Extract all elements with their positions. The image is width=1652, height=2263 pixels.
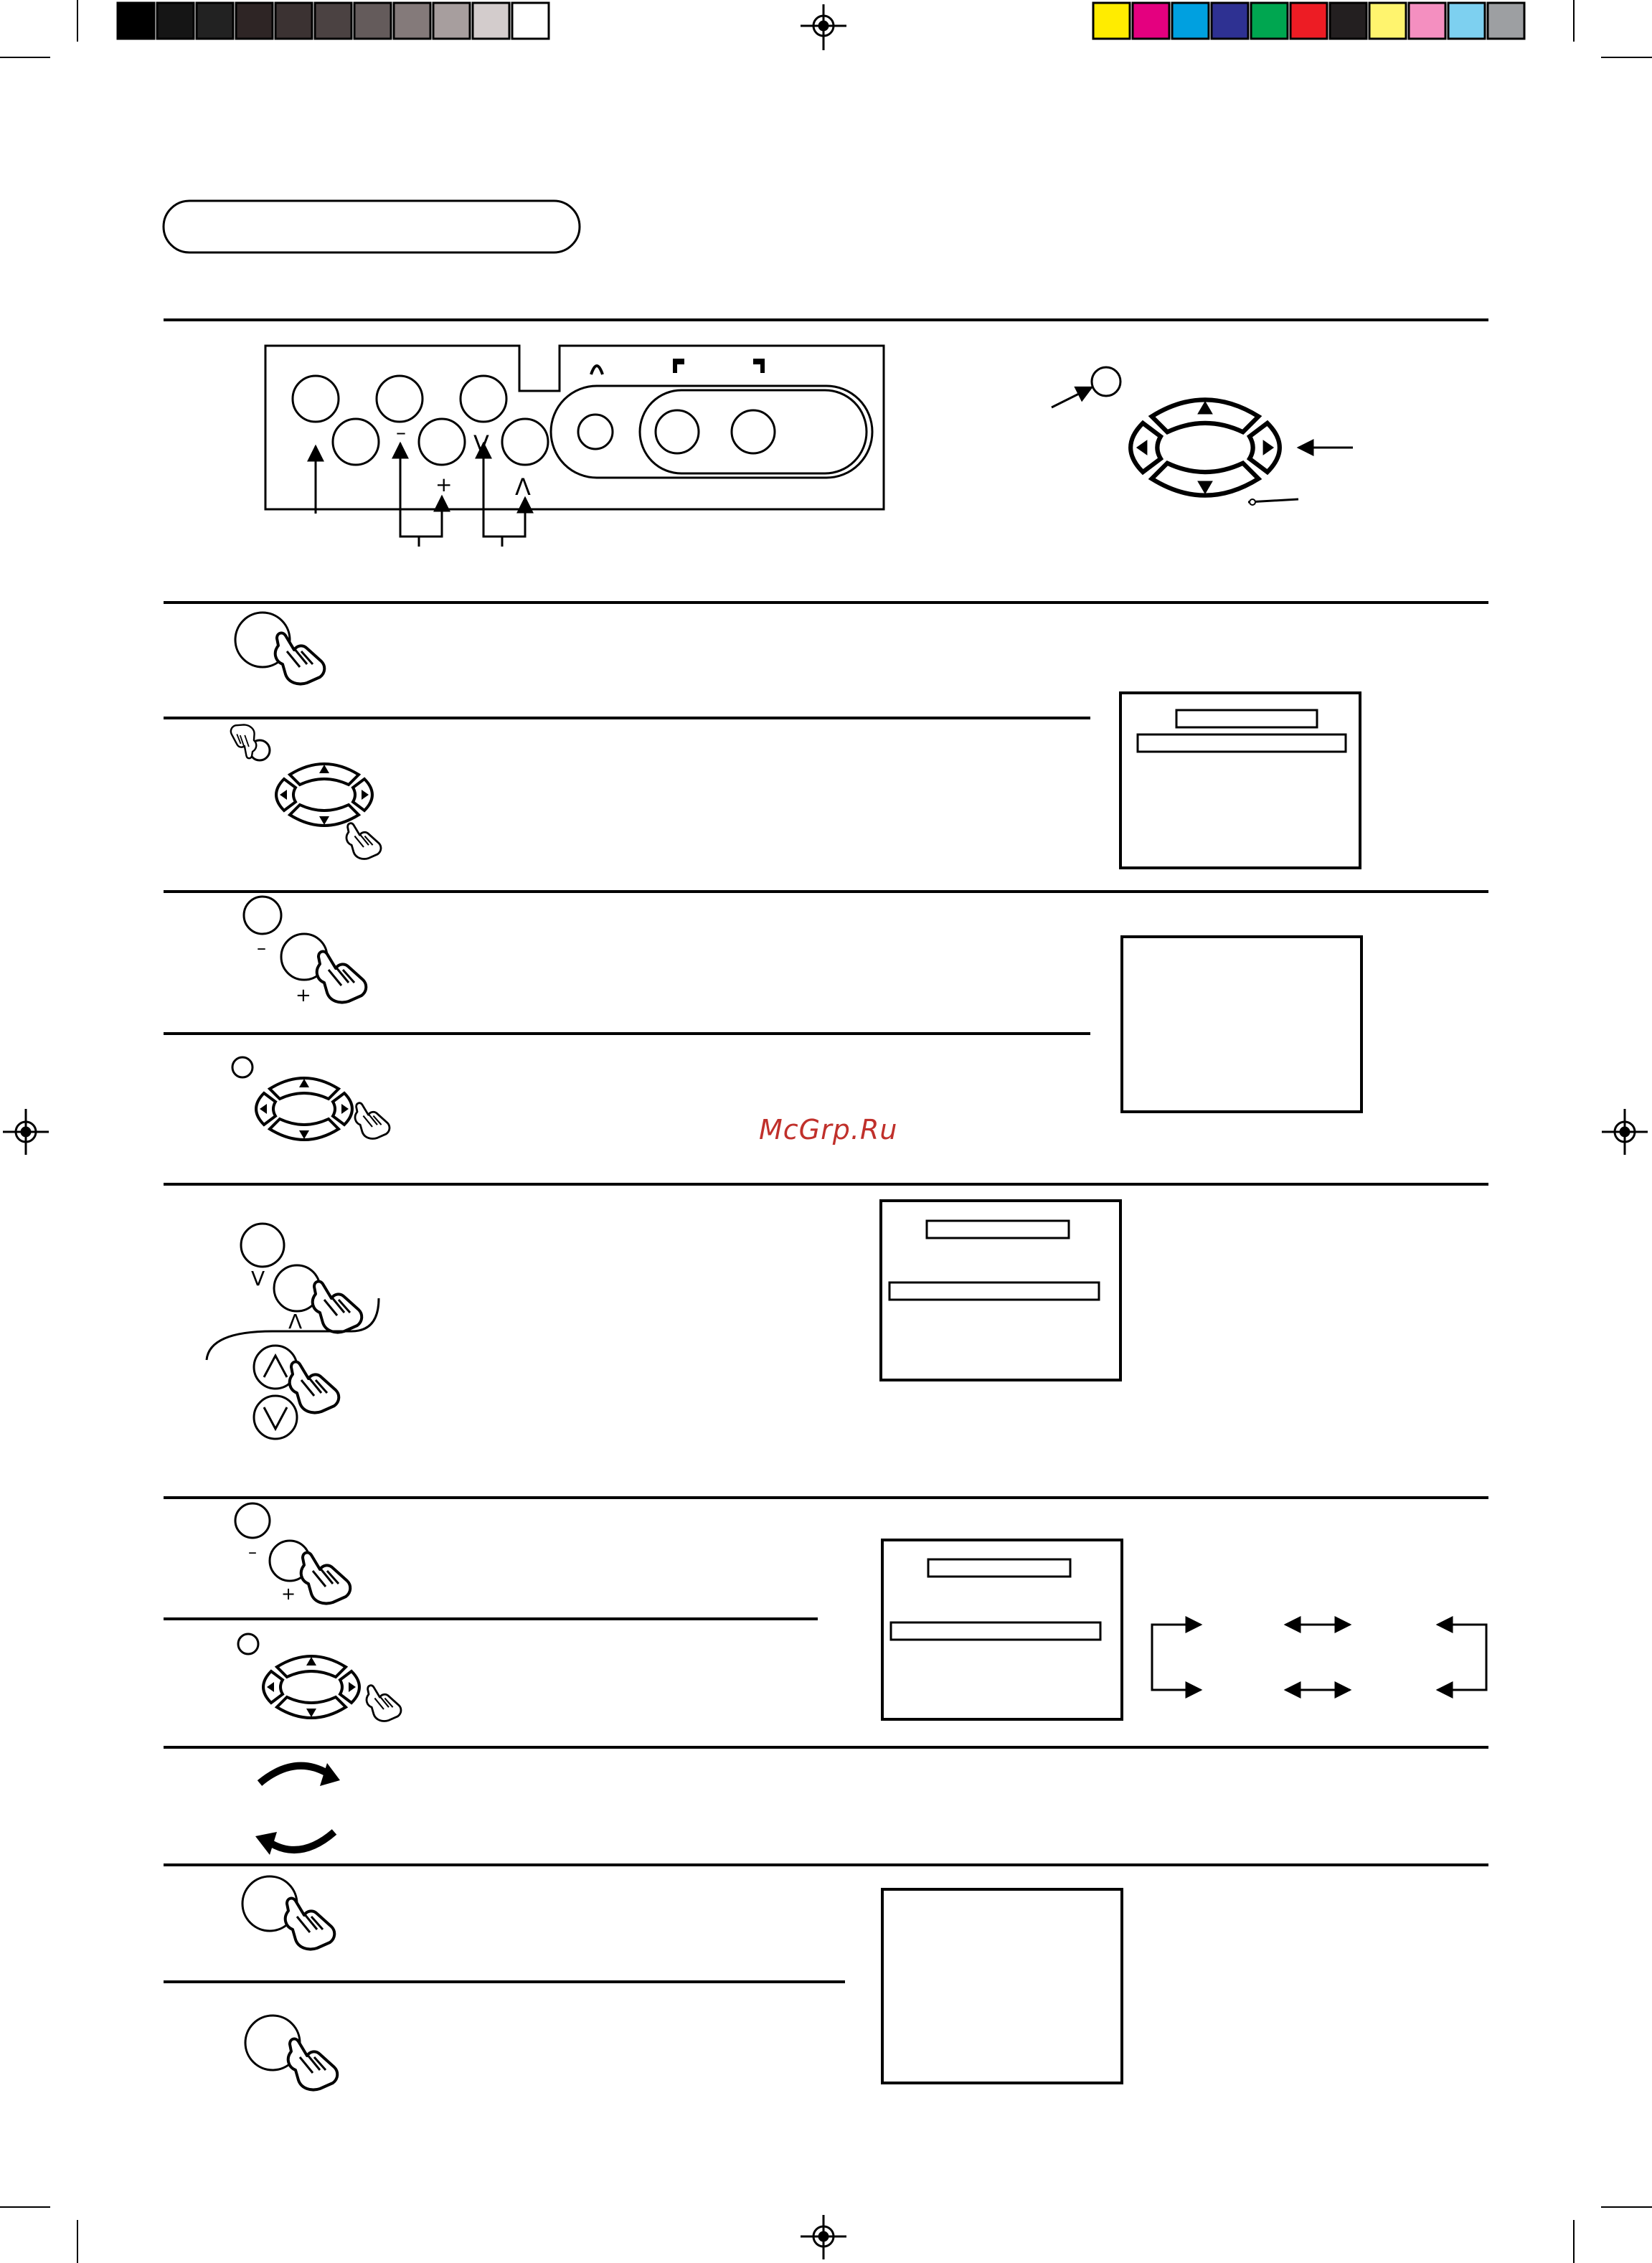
osd-screen-1 (1120, 693, 1360, 868)
calibration-swatch (315, 3, 351, 39)
section-title-pill (164, 201, 580, 252)
headphone-jack[interactable] (578, 415, 613, 449)
registration-mark-bottom (801, 2215, 846, 2259)
registration-mark-left (3, 1109, 49, 1155)
section-dividers (164, 320, 1488, 1982)
calibration-swatch (473, 3, 509, 39)
calibration-swatch (157, 3, 194, 39)
calibration-swatch (1369, 3, 1406, 39)
calibration-swatch (1290, 3, 1327, 39)
calibration-swatch (275, 3, 312, 39)
osd-screen-3 (881, 1201, 1120, 1380)
color-calibration-bar (1093, 3, 1524, 39)
audio-jack[interactable] (732, 410, 775, 453)
step-cycle-arrows (255, 1763, 340, 1855)
calibration-swatch (433, 3, 470, 39)
step-volume (244, 897, 366, 1006)
calibration-swatch (1488, 3, 1524, 39)
channel-down-button[interactable] (461, 376, 506, 422)
channel-down-label: V (473, 430, 489, 458)
registration-mark-top (801, 4, 846, 50)
calibration-swatch (394, 3, 430, 39)
calibration-swatch (1251, 3, 1288, 39)
step-press-b (245, 2016, 337, 2090)
registration-mark-right (1602, 1109, 1648, 1155)
watermark: McGrp.Ru (759, 1114, 898, 1145)
channel-up-label: Λ (515, 473, 531, 501)
menu-button[interactable] (333, 419, 379, 465)
calibration-swatch (1212, 3, 1248, 39)
svg-text:–: – (257, 937, 266, 959)
svg-text:Λ: Λ (288, 1310, 303, 1333)
tv-front-control-panel (265, 346, 884, 547)
power-button[interactable] (293, 376, 339, 422)
osd-screen-4 (882, 1540, 1122, 1719)
step-menu-down (224, 721, 381, 859)
step-channel (207, 1224, 379, 1439)
calibration-swatch (197, 3, 233, 39)
osd-screen-5 (882, 1889, 1122, 2083)
calibration-swatch (236, 3, 273, 39)
calibration-swatch (1409, 3, 1445, 39)
calibration-swatch (1448, 3, 1485, 39)
remote-dpad-illustration (1052, 367, 1353, 505)
calibration-swatch (1133, 3, 1169, 39)
step-press-a (242, 1876, 334, 1950)
svg-text:–: – (248, 1542, 257, 1562)
osd-screen-2 (1122, 937, 1361, 1112)
calibration-swatch (1330, 3, 1367, 39)
calibration-swatch (1172, 3, 1209, 39)
calibration-swatch (354, 3, 391, 39)
volume-plus-label: + (435, 473, 453, 496)
volume-minus-label: – (396, 420, 406, 444)
volume-plus-button[interactable] (419, 419, 465, 465)
volume-minus-button[interactable] (377, 376, 423, 422)
video-jack[interactable] (656, 410, 699, 453)
calibration-swatch (512, 3, 549, 39)
calibration-swatch (118, 3, 154, 39)
step-power-press (235, 613, 324, 684)
step-menu-right (232, 1057, 390, 1140)
svg-text:+: + (296, 985, 311, 1006)
svg-text:V: V (251, 1267, 265, 1290)
grayscale-calibration-bar (118, 3, 549, 39)
mode-cycle-diagram (1152, 1625, 1486, 1690)
svg-text:+: + (281, 1584, 296, 1604)
remote-menu-button[interactable] (1092, 367, 1120, 396)
calibration-swatch (1093, 3, 1130, 39)
step-input-volume (235, 1503, 350, 1604)
step-menu-right-2 (238, 1634, 401, 1721)
channel-up-button[interactable] (502, 419, 548, 465)
